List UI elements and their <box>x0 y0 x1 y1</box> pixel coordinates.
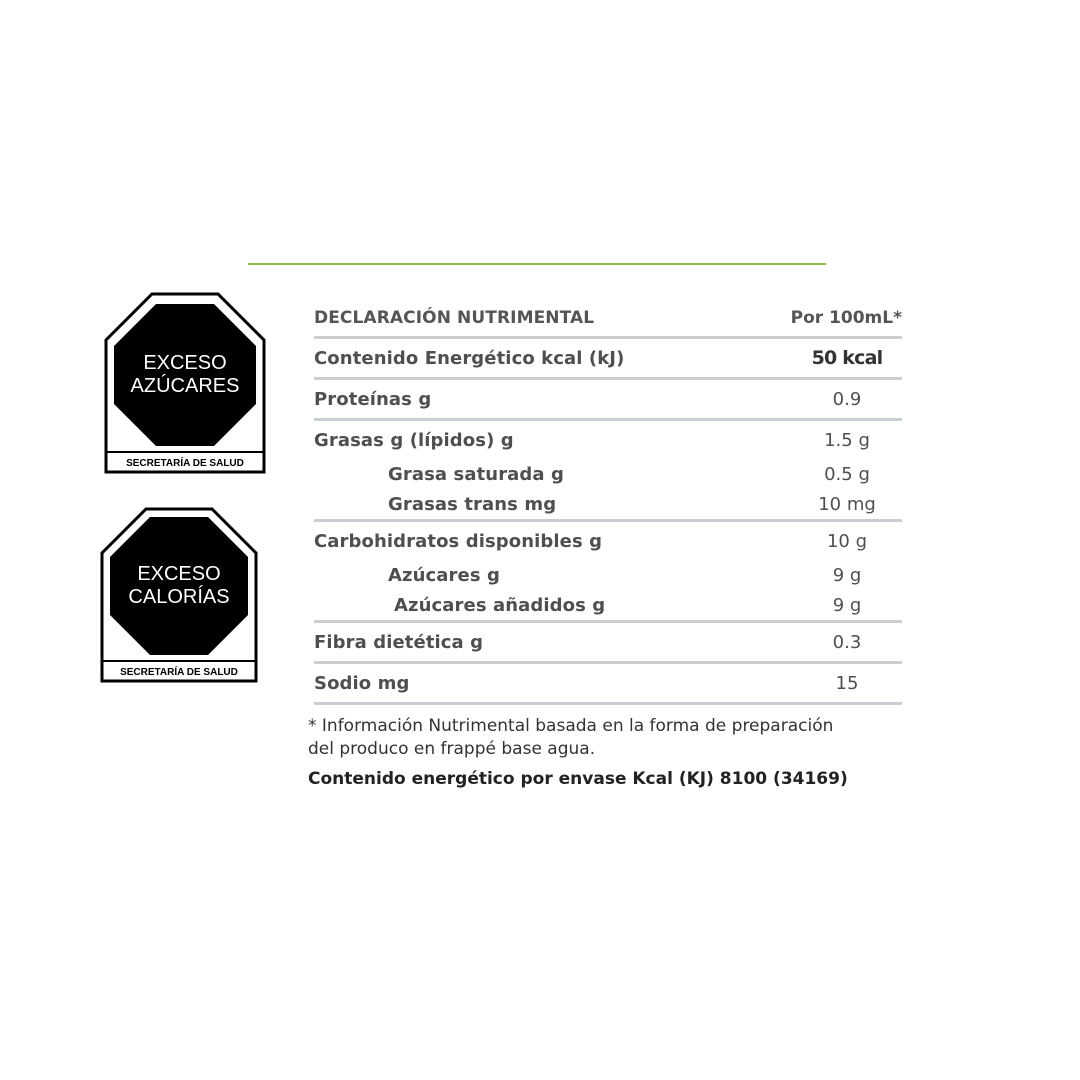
row-value: 9 g <box>832 594 862 616</box>
row-value: 1.5 g <box>824 429 870 451</box>
warning-seal-exceso-calorias <box>100 507 258 683</box>
row-label: Grasa saturada g <box>388 463 565 485</box>
header-label: DECLARACIÓN NUTRIMENTAL <box>314 308 595 328</box>
table-row-proteins <box>314 380 902 418</box>
row-value: 15 <box>835 672 859 694</box>
nutrition-table <box>314 300 902 705</box>
seal-authority: SECRETARÍA DE SALUD <box>126 458 244 469</box>
energy-per-package: Contenido energético por envase Kcal (KJ) 8100 (34169) <box>308 769 848 789</box>
row-label: Carbohidratos disponibles g <box>314 530 603 552</box>
table-header <box>314 300 902 336</box>
seal-line1: EXCESO <box>143 352 227 374</box>
row-value: 9 g <box>832 564 862 586</box>
warning-seal-exceso-azucares <box>104 292 266 474</box>
footnote-line2: del produco en frappé base agua. <box>308 739 596 759</box>
seal-line2: CALORÍAS <box>128 586 230 608</box>
row-label: Contenido Energético kcal (kJ) <box>314 347 625 369</box>
table-row-energy <box>314 339 902 377</box>
separator <box>314 702 902 705</box>
table-row-fiber <box>314 623 902 661</box>
table-row-sugars <box>314 560 902 590</box>
table-row-carbs <box>314 522 902 560</box>
row-value: 10 g <box>826 530 868 552</box>
table-row-saturated <box>314 459 902 489</box>
header-value: Por 100mL* <box>790 308 902 328</box>
table-row-sodium <box>314 664 902 702</box>
table-row-fats <box>314 421 902 459</box>
row-label: Grasas g (lípidos) g <box>314 429 514 451</box>
table-row-added-sugars <box>314 590 902 620</box>
row-label: Azúcares añadidos g <box>394 594 606 616</box>
seal-authority: SECRETARÍA DE SALUD <box>120 667 238 678</box>
row-value: 0.5 g <box>824 463 870 485</box>
seal-line1: EXCESO <box>137 563 221 585</box>
table-row-trans <box>314 489 902 519</box>
seal-line2: AZÚCARES <box>130 375 240 397</box>
row-label: Proteínas g <box>314 388 432 410</box>
row-value: 0.3 <box>832 631 862 653</box>
green-divider-line <box>248 263 826 265</box>
row-label: Fibra dietética g <box>314 631 484 653</box>
row-label: Azúcares g <box>388 564 500 586</box>
row-value: 50 kcal <box>811 347 883 369</box>
row-value: 10 mg <box>818 493 876 515</box>
footnotes <box>308 715 948 789</box>
row-label: Sodio mg <box>314 672 410 694</box>
row-value: 0.9 <box>832 388 862 410</box>
footnote-line1: * Información Nutrimental basada en la forma de preparación <box>308 716 834 736</box>
row-label: Grasas trans mg <box>388 493 557 515</box>
